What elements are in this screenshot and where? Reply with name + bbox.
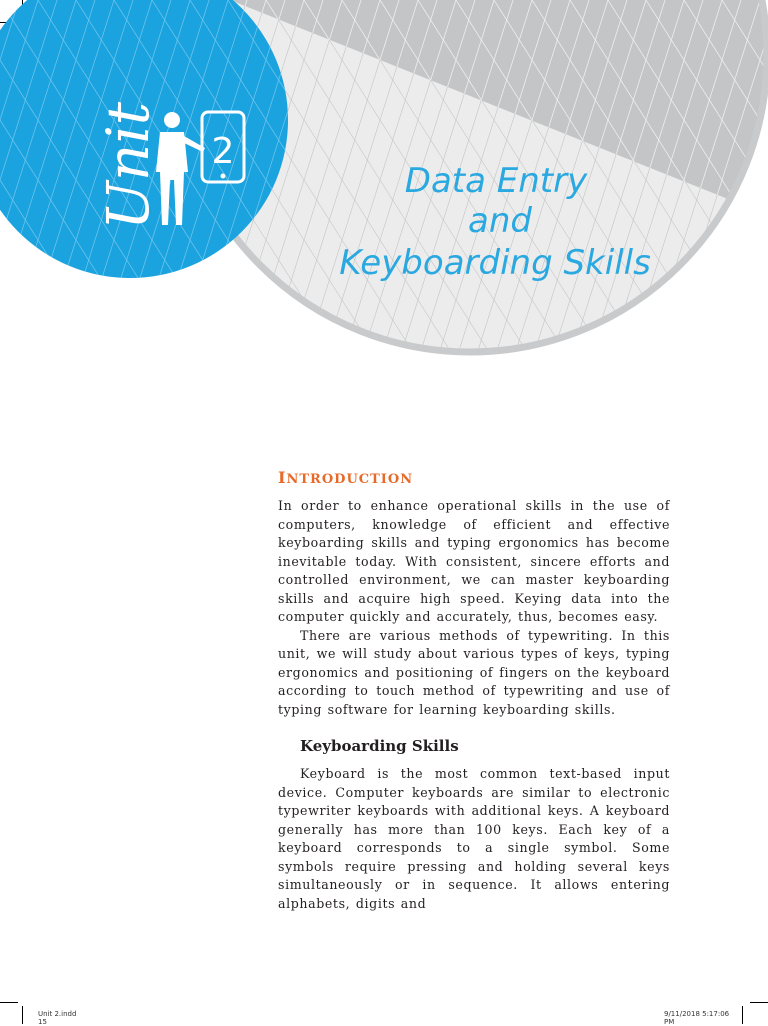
unit-number: 2 <box>211 131 235 172</box>
crop-mark <box>22 1006 23 1024</box>
crop-mark <box>0 1002 18 1003</box>
date-time: 9/11/2018 5:17:06 <box>664 1010 730 1018</box>
introduction-paragraph-1: In order to enhance operational skills in the use of computers, knowledge of efficient and effective keyboarding skills and typing ergonomics has become inevitable today. With consistent, sincere efforts and controlled environment, we can master keyboarding skills and acquire high speed. Keying data into the computer quickly and accurately, thus, becomes easy. <box>278 498 670 624</box>
keyboarding-paragraph-1: Keyboard is the most common text-based input device. Computer keyboards are similar to electronic typewriter keyboards with additional keys. A keyboard generally has more than 100 keys. Each key of a keyboard corresponds to a single symbol. Some symbols require pressing and holding several keys simultaneously or in sequence. It allows entering alphabets, digits and <box>278 766 670 911</box>
file-name: Unit 2.indd <box>38 1010 77 1018</box>
title-line-1: Data Entry <box>404 161 588 201</box>
main-content <box>278 468 670 913</box>
unit-label: Unit <box>94 101 162 230</box>
introduction-heading <box>278 468 670 487</box>
page-number: 15 <box>38 1018 47 1026</box>
crop-mark <box>750 1002 768 1003</box>
introduction-paragraph-2: There are various methods of typewriting. In this unit, we will study about various types of keys, typing ergonomics and positioning of fingers on the keyboard according to touch method of typewriting and use of typing software for learning keyboarding skills. <box>278 627 670 717</box>
keyboarding-skills-heading: Keyboarding Skills <box>300 737 459 755</box>
heading-rest: NTRODUCTION <box>286 472 414 487</box>
heading-initial: I <box>278 468 287 487</box>
title-line-2: and <box>468 201 532 241</box>
time-ampm: PM <box>664 1018 675 1026</box>
crop-mark <box>742 1006 743 1024</box>
unit-header-graphic <box>0 0 768 380</box>
title-line-3: Keyboarding Skills <box>339 243 651 283</box>
